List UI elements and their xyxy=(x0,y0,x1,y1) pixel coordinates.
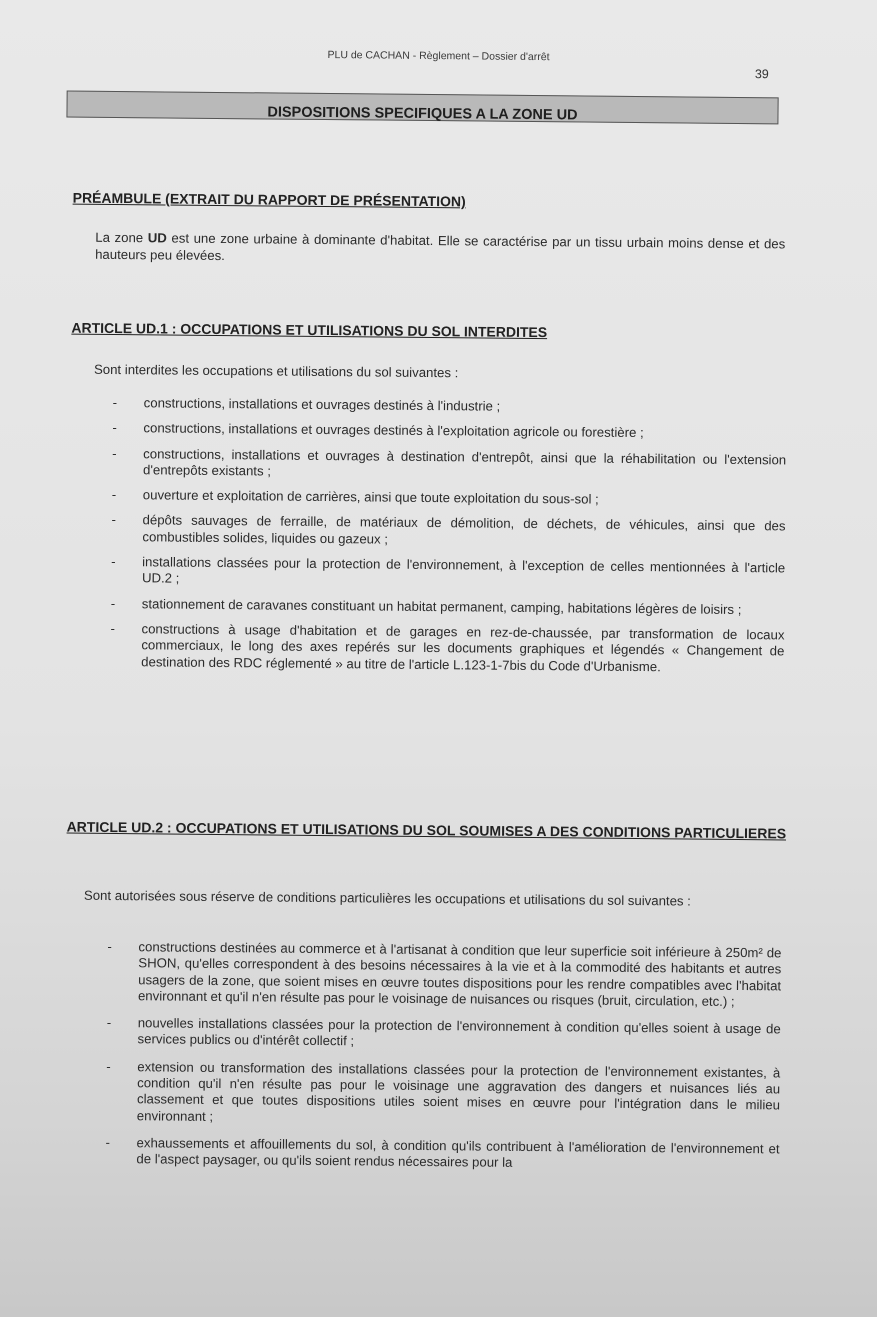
list-item: - constructions destinées au commerce et à l'artisanat à condition que leur superficie soit inférieure à 250m² de SHON, qu'elles correspondent à des besoins nécessaires à la vie et à la commodité des habitants et autres usagers de la zone, que soient mises en œuvre toutes dispositions pour les rendre compatibles avec l'habitat environnant et qu'il n'en résulte pas pour le voisinage de nuisances ou risques (bruit, circulation, etc.) ; xyxy=(107,938,782,1009)
list-item-text: constructions, installations et ouvrages destinés à l'industrie ; xyxy=(143,395,501,414)
preamble-heading: PRÉAMBULE (EXTRAIT DU RAPPORT DE PRÉSENTATION) xyxy=(72,189,466,210)
list-item: - constructions à usage d'habitation et de garages en rez-de-chaussée, par transformation de locaux commerciaux, le long des axes repérés sur les documents graphiques et légendés « Changement de destination des RDC réglementé » au titre de l'article L.123-1-7bis du Code d'Urbanisme. xyxy=(110,620,785,674)
list-item-text: dépôts sauvages de ferraille, de matériaux de démolition, de déchets, de véhicules, ainsi que des combustibles solides, liquides ou gazeux ; xyxy=(142,512,786,547)
list-item-text: constructions, installations et ouvrages à destination d'entrepôt, ainsi que la réhabilitation ou l'extension d'entrepôts existants ; xyxy=(142,445,787,479)
zone-banner-title: DISPOSITIONS SPECIFIQUES A LA ZONE UD xyxy=(267,104,578,124)
list-item-text: extension ou transformation des installations classées pour la protection de l'environnement existantes, à condition qu'il n'en résulte pas pour le voisinage une aggravation des dangers et nuisances liés au classement et que toutes dispositions utiles soient mises en œuvre pour l'intégration dans le milieu environnant ; xyxy=(136,1059,781,1124)
preamble-text xyxy=(95,230,785,270)
list-item-text: exhaussements et affouillements du sol, à condition qu'ils contribuent à l'amélioration de l'environnement et de l'aspect paysager, ou qu'ils soient rendus nécessaires pour la xyxy=(136,1135,780,1171)
preamble-text-after: est une zone urbaine à dominante d'habitat. Elle se caractérise par un tissu urbain moins dense et des hauteurs peu élevées. xyxy=(95,230,786,263)
article-ud1-intro: Sont interdites les occupations et utilisations du sol suivantes : xyxy=(93,361,459,381)
article-ud2-list xyxy=(99,939,781,1174)
list-item-text: nouvelles installations classées pour la protection de l'environnement à condition qu'elles soient à usage de services publics ou d'intérêt collectif ; xyxy=(137,1015,781,1049)
zone-banner xyxy=(66,91,778,125)
article-ud1-heading: ARTICLE UD.1 : OCCUPATIONS ET UTILISATIONS DU SOL INTERDITES xyxy=(71,319,548,341)
list-item: - extension ou transformation des installations classées pour la protection de l'environnement existantes, à condition qu'il n'en résulte pas pour le voisinage une aggravation des dangers et nuisances liés au classement et que toutes dispositions utiles soient mises en œuvre pour l'intégration dans le milieu environnant ; xyxy=(106,1058,781,1124)
list-item: - nouvelles installations classées pour la protection de l'environnement à condition qu'elles soient à usage de services publics ou d'intérêt collectif ; xyxy=(106,1015,781,1049)
article-ud2-heading: ARTICLE UD.2 : OCCUPATIONS ET UTILISATIONS DU SOL SOUMISES A DES CONDITIONS PARTICULIERES xyxy=(66,818,787,842)
list-item-text: stationnement de caravanes constituant un habitat permanent, camping, habitations légères de loisirs ; xyxy=(141,595,742,617)
zone-name: UD xyxy=(147,230,167,246)
list-item: - constructions, installations et ouvrages destinés à l'exploitation agricole ou forestière ; xyxy=(112,420,644,441)
page-number: 39 xyxy=(754,67,769,82)
list-item-text: constructions, installations et ouvrages destinés à l'exploitation agricole ou forestière ; xyxy=(143,420,644,441)
list-item: - stationnement de caravanes constituant un habitat permanent, camping, habitations légères de loisirs ; xyxy=(110,595,742,617)
list-item: - ouverture et exploitation de carrières, ainsi que toute exploitation du sous-sol ; xyxy=(111,487,599,507)
article-ud2-intro: Sont autorisées sous réserve de conditions particulières les occupations et utilisations du sol suivantes : xyxy=(83,887,691,909)
preamble-text-before: La zone xyxy=(95,229,148,246)
running-head: PLU de CACHAN - Règlement – Dossier d'arrêt xyxy=(327,49,550,64)
list-item: - installations classées pour la protection de l'environnement, à l'exception de celles mentionnées à l'article UD.2 ; xyxy=(111,554,786,586)
list-item-text: constructions destinées au commerce et à l'artisanat à condition que leur superficie soit inférieure à 250m² de SHON, qu'elles correspondent à des besoins nécessaires à la vie et à la commodité des habitants et autres usagers de la zone, que soient mises en œuvre toutes dispositions pour les rendre compatibles avec l'habitat environnant et qu'il n'en résulte pas pour le voisinage de nuisances ou risques (bruit, circulation, etc.) ; xyxy=(137,939,782,1009)
article-ud1-list xyxy=(104,395,787,676)
list-item-text: ouverture et exploitation de carrières, ainsi que toute exploitation du sous-sol ; xyxy=(142,487,599,507)
list-item: - exhaussements et affouillements du sol, à condition qu'ils contribuent à l'amélioration de l'environnement et de l'aspect paysager, ou qu'ils soient rendus nécessaires pour la xyxy=(105,1134,780,1171)
list-item-text: constructions à usage d'habitation et de garages en rez-de-chaussée, par transformation de locaux commerciaux, le long des axes repérés sur les documents graphiques et légendés « Changement de destination des RDC réglementé » au titre de l'article L.123-1-7bis du Code d'Urbanisme. xyxy=(141,621,785,674)
list-item: - constructions, installations et ouvrages à destination d'entrepôt, ainsi que la réhabilitation ou l'extension d'entrepôts existants ; xyxy=(112,445,787,479)
list-item: - constructions, installations et ouvrages destinés à l'industrie ; xyxy=(112,394,501,414)
list-item-text: installations classées pour la protection de l'environnement, à l'exception de celles mentionnées à l'article UD.2 ; xyxy=(141,554,786,586)
list-item: - dépôts sauvages de ferraille, de matériaux de démolition, de déchets, de véhicules, ainsi que des combustibles solides, liquides ou gazeux ; xyxy=(111,512,786,547)
